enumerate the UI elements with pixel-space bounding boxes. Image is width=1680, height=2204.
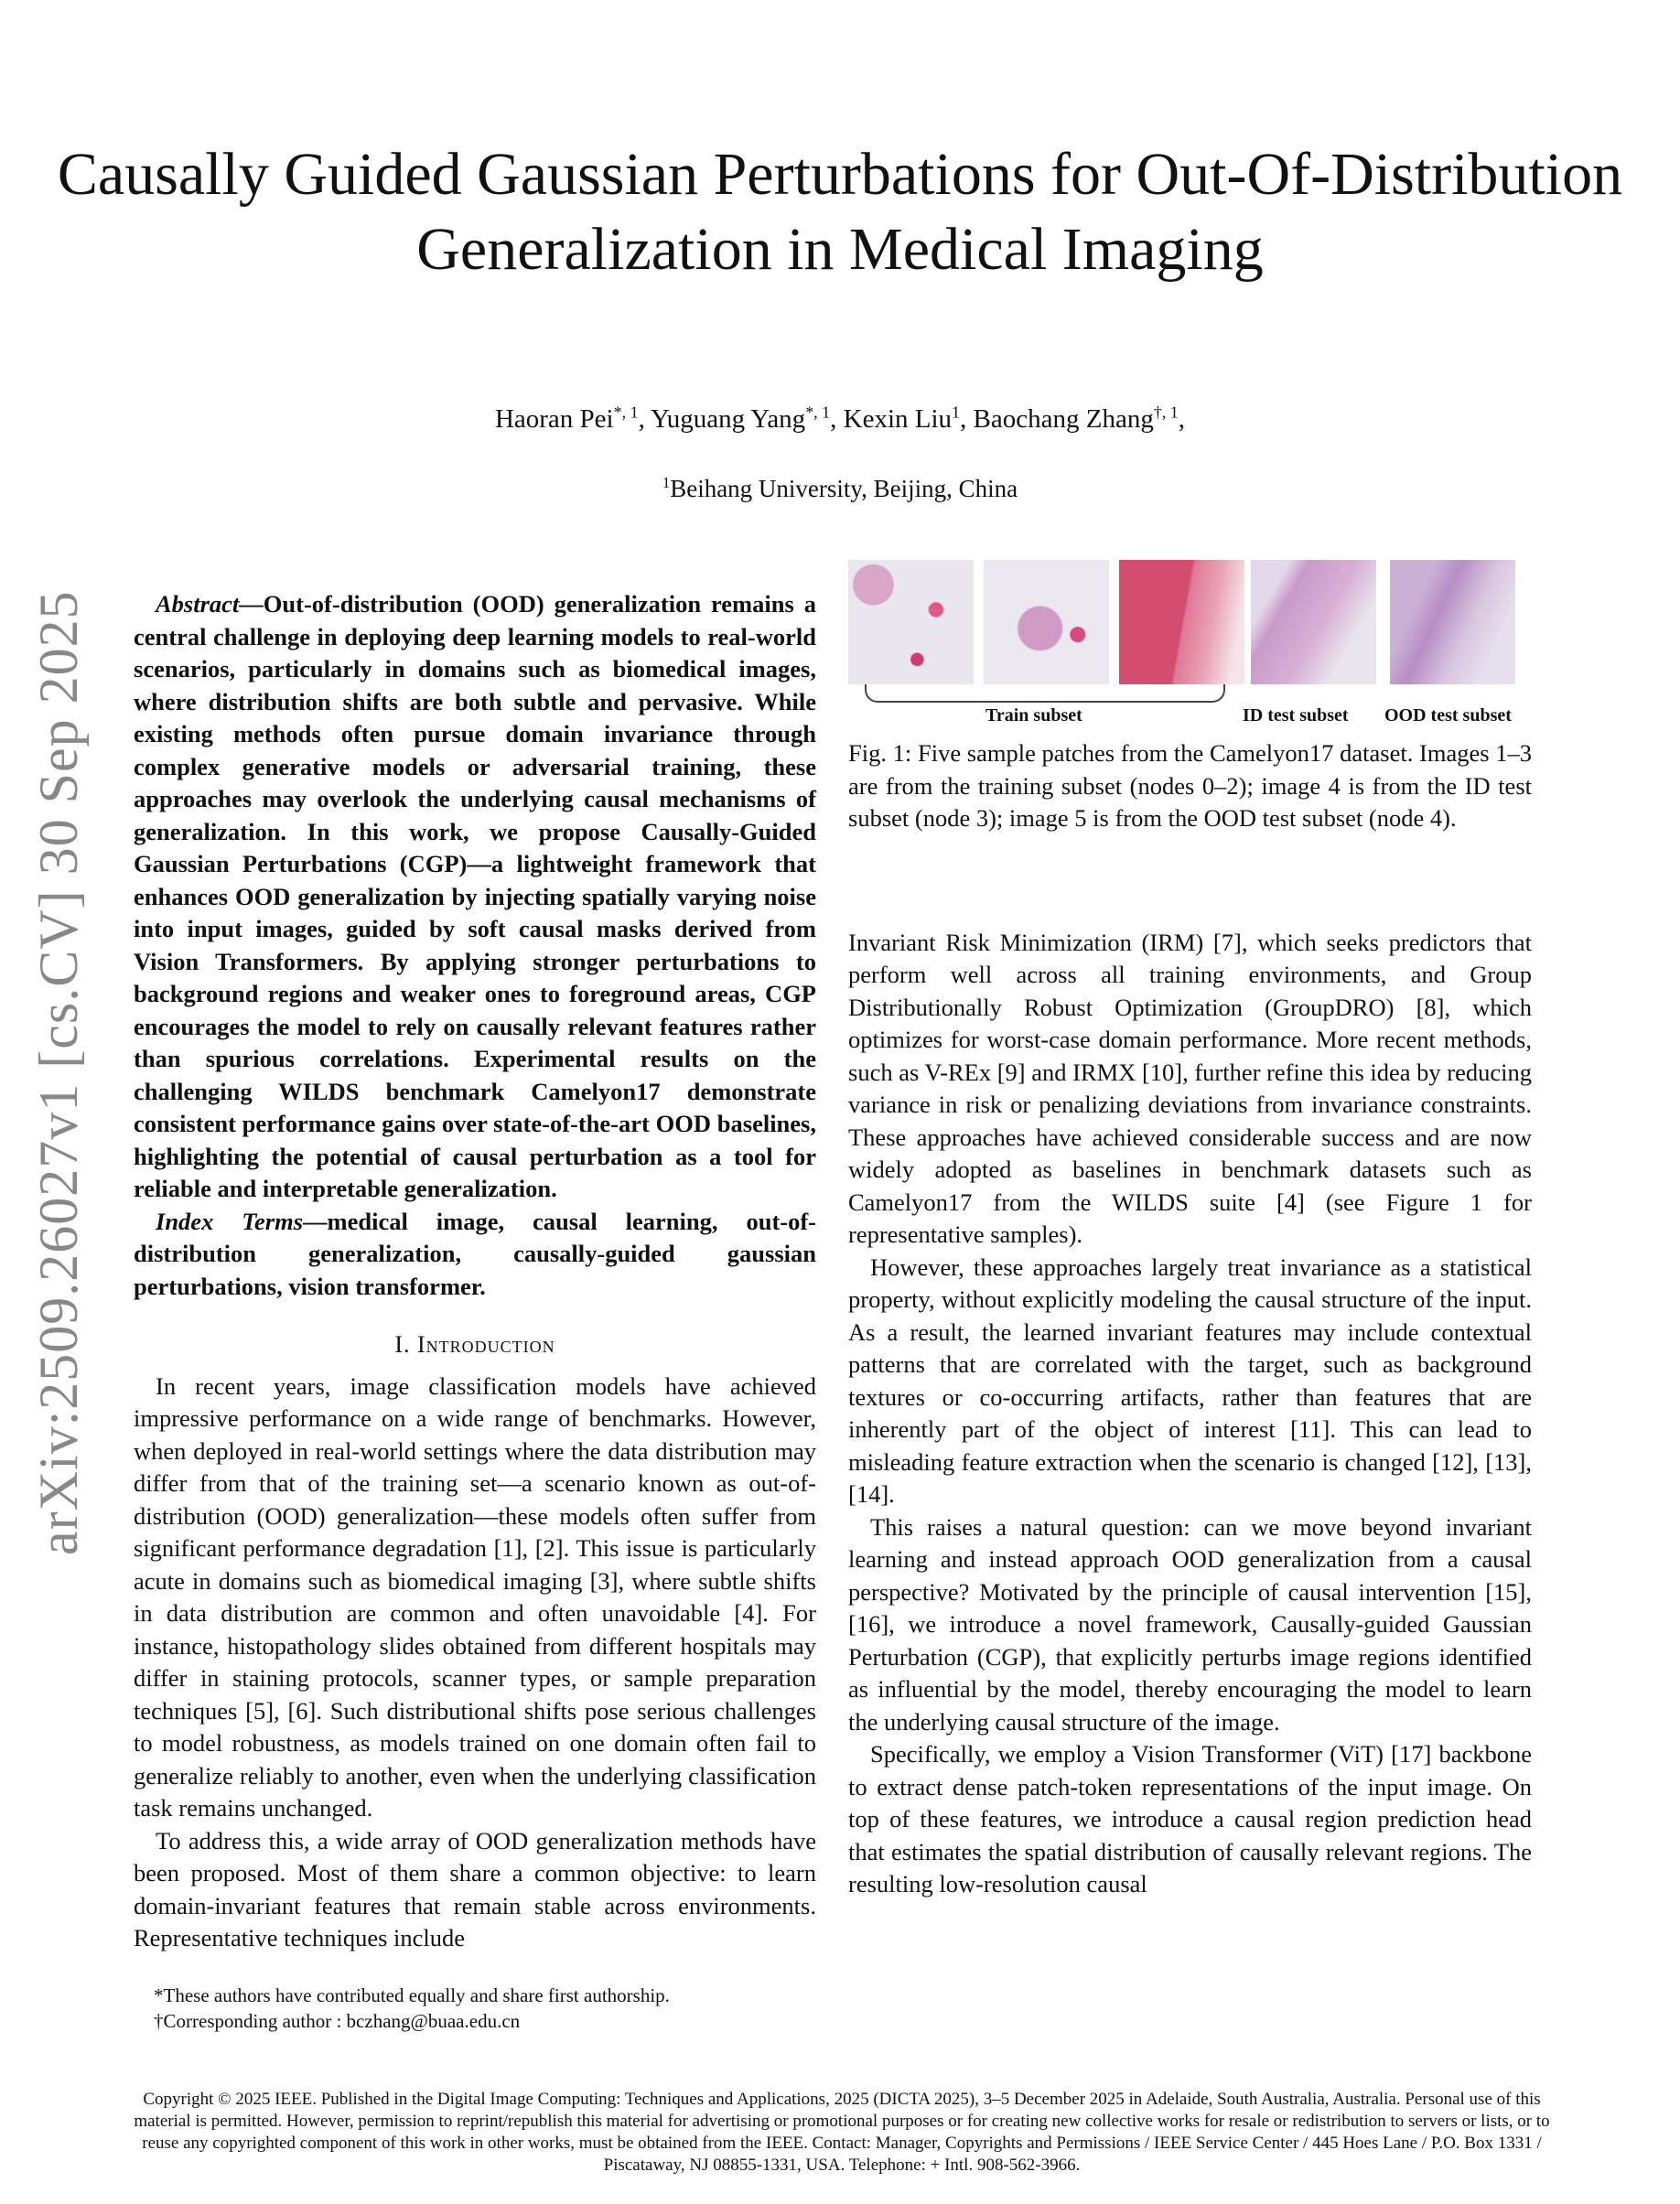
index-terms: Index Terms—medical image, causal learning, out-of-distribution generalization, causally-guided gaussian perturbations, vision transformer. xyxy=(134,1207,816,1300)
right-column xyxy=(848,560,1532,1901)
figure-caption: Fig. 1: Five sample patches from the Camelyon17 dataset. Images 1–3 are from the training subset (nodes 0–2); image 4 is from the ID test subset (node 3); image 5 is from the OOD test subset (node 4). xyxy=(848,739,1532,832)
page-body xyxy=(134,560,1550,2204)
paragraph: To address this, a wide array of OOD generalization methods have been proposed. Most of them share a common objective: to learn domain-invariant features that remain stable across environments. Representative techniques include xyxy=(134,1826,816,1951)
copyright-notice: Copyright © 2025 IEEE. Published in the Digital Image Computing: Techniques and Applications, 2025 (DICTA 2025), 3–5 December 2025 in Adelaide, South Australia, Australia. Personal use of this material is permitted. However, permission to reprint/republish this material for advertising or promotional purposes or for creating new collective works for resale or redistribution to servers or lists, or to reuse any copyrighted component of this work in other works, must be obtained from the IEEE. Contact: Manager, Copyrights and Permissions / IEEE Service Center / 445 Hoes Lane / P.O. Box 1331 / Piscataway, NJ 08855-1331, USA. Telephone: + Intl. 908-562-3966. xyxy=(134,2089,1550,2175)
author: Baochang Zhang$^{\dagger, 1}$, xyxy=(973,403,1186,434)
paragraph: However, these approaches largely treat invariance as a statistical property, without explicitly modeling the causal structure of the input. As a result, the learned invariant features may include contextual patterns that are correlated with the target, such as background textures or co-occurring artifacts, rather than features that are inherently part of the object of interest [11]. This can lead to misleading feature extraction when the scenario is changed [12], [13], [14]. xyxy=(848,1253,1532,1508)
two-column-layout xyxy=(134,560,1532,2034)
paragraph: In recent years, image classification models have achieved impressive performance on a wide range of benchmarks. However, when deployed in real-world settings where the data distribution may differ from that of the training set—a scenario known as out-of-distribution (OOD) generalization—these models often suffer from significant performance degradation [1], [2]. This issue is particularly acute in domains such as biomedical imaging [3], where subtle shifts in data distribution are common and often unavoidable [4]. For instance, histopathology slides obtained from different hospitals may differ in staining protocols, scanner types, or sample preparation techniques [5], [6]. Such distributional shifts pose serious challenges to model robustness, as models trained on one domain often fail to generalize reliably to another, even when the underlying classification task remains unchanged. xyxy=(134,1371,816,1822)
sample-patch-1 xyxy=(848,560,974,684)
figure-label-train: Train subset xyxy=(985,705,1082,726)
paragraph: This raises a natural question: can we move beyond invariant learning and instead approach OOD generalization from a causal perspective? Motivated by the principle of causal intervention [15], [16], we introduce a novel framework, Causally-guided Gaussian Perturbation (CGP), that explicitly perturbs image regions identified as influential by the model, thereby encouraging the model to learn the underlying causal structure of the image. xyxy=(848,1512,1532,1736)
figure-labels xyxy=(848,684,1532,728)
train-subset-brace xyxy=(865,684,1225,703)
paragraph: Specifically, we employ a Vision Transformer (ViT) [17] backbone to extract dense patch-token representations of the input image. On top of these features, we introduce a causal region prediction head that estimates the spatial distribution of causally relevant regions. The resulting low-resolution causal xyxy=(848,1740,1532,1898)
author: Yuguang Yang$^{*, 1}$, xyxy=(651,403,844,434)
figure-label-ood-test: OOD test subset xyxy=(1384,705,1512,726)
abstract: Abstract—Out-of-distribution (OOD) generalization remains a central challenge in deploying deep learning models to real-world scenarios, particularly in domains such as biomedical images, where distribution shifts are both subtle and pervasive. While existing methods often pursue domain invariance through complex generative models or adversarial training, these approaches may overlook the underlying causal mechanisms of generalization. In this work, we propose Causally-Guided Gaussian Perturbations (CGP)—a lightweight framework that enhances OOD generalization by injecting spatially varying noise into input images, guided by soft causal masks derived from Vision Transformers. By applying stronger perturbations to background regions and weaker ones to foreground areas, CGP encourages the model to rely on causally relevant features rather than spurious correlations. Experimental results on the challenging WILDS benchmark Camelyon17 demonstrate consistent performance gains over state-of-the-art OOD baselines, highlighting the potential of causal perturbation as a tool for reliable and interpretable generalization. xyxy=(134,590,816,1202)
sample-patch-2 xyxy=(984,560,1109,684)
affiliation: $^1$Beihang University, Beijing, China xyxy=(662,474,1018,502)
left-column xyxy=(134,560,816,2034)
author-list xyxy=(0,403,1680,435)
paragraph: Invariant Risk Minimization (IRM) [7], which seeks predictors that perform well across all training environments, and Group Distributionally Robust Optimization (GroupDRO) [8], which optimizes for worst-case domain performance. More recent methods, such as V-REx [9] and IRMX [10], further refine this idea by reducing variance in risk or penalizing deviations from invariance constraints. These approaches have achieved considerable success and are now widely adopted as baselines in benchmark datasets such as Camelyon17 from the WILDS suite [4] (see Figure 1 for representative samples). xyxy=(848,928,1532,1248)
right-column-text xyxy=(848,927,1532,1901)
footnote: *These authors have contributed equally and share first authorship. xyxy=(154,1984,670,2006)
sample-patch-5 xyxy=(1390,560,1515,684)
sample-patch-3 xyxy=(1119,560,1244,684)
arxiv-identifier: arXiv:2509.26027v1 [cs.CV] 30 Sep 2025 xyxy=(28,590,89,1555)
author: Haoran Pei$^{*, 1}$, xyxy=(494,403,651,434)
figure-1 xyxy=(848,560,1532,684)
figure-label-id-test: ID test subset xyxy=(1243,705,1349,726)
author: Kexin Liu$^1$, xyxy=(843,403,974,434)
paper-title: Causally Guided Gaussian Perturbations for Out-Of-Distribution Generalization in Medical Imaging xyxy=(57,141,1623,283)
footnotes xyxy=(134,1983,816,2034)
section-heading: I. Introduction xyxy=(394,1331,555,1358)
sample-patch-4 xyxy=(1251,560,1376,684)
footnote: †Corresponding author : bczhang@buaa.edu.cn xyxy=(154,2009,521,2032)
